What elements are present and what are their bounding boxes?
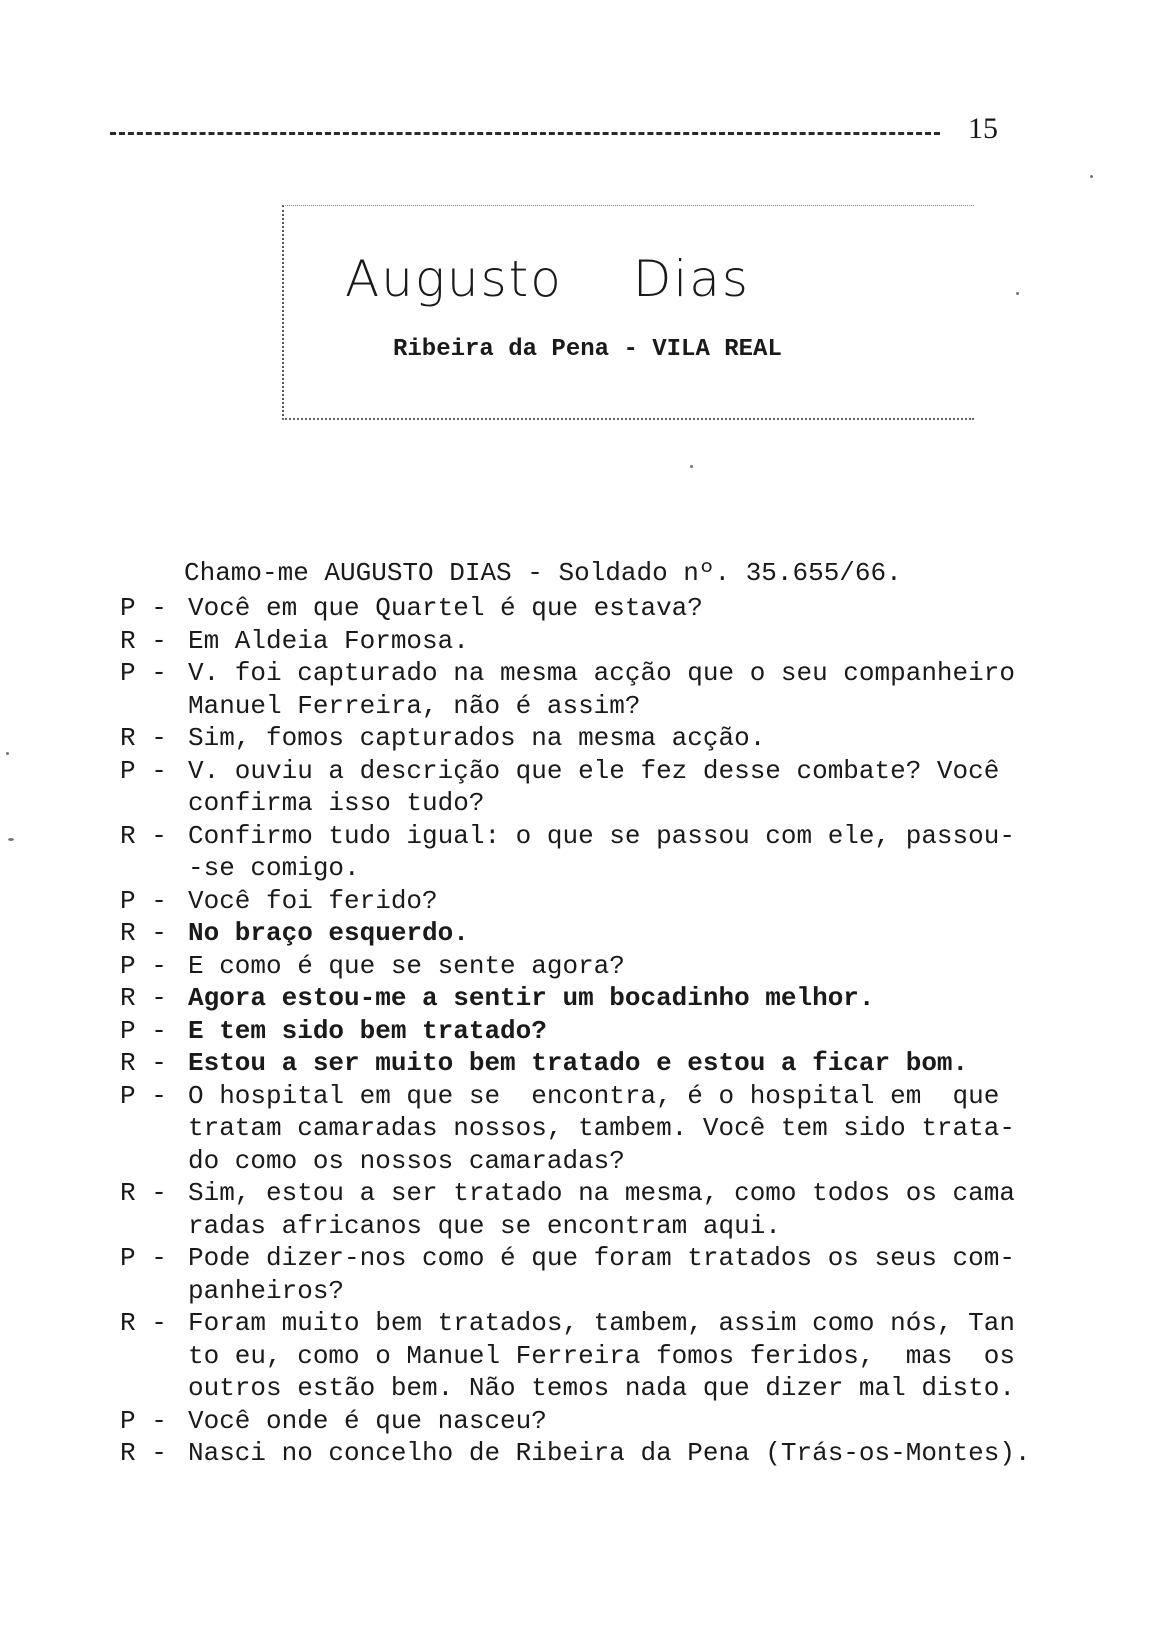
page-number: 15	[968, 112, 998, 145]
dialogue-text: Sim, fomos capturados na mesma acção.	[188, 723, 766, 753]
speaker-label: R -	[120, 983, 167, 1013]
dialogue-line	[120, 917, 1040, 950]
dialogue-text: confirma isso tudo?	[188, 788, 485, 818]
dialogue-line	[120, 950, 1040, 983]
intro-line: Chamo-me AUGUSTO DIAS - Soldado nº. 35.655/66.	[184, 558, 902, 588]
name-box	[282, 205, 974, 420]
dialogue-continuation	[120, 1372, 1040, 1405]
dialogue-continuation	[120, 1210, 1040, 1243]
scan-speck	[1016, 292, 1019, 295]
dialogue-text: -se comigo.	[188, 853, 360, 883]
name-first: Augusto	[345, 250, 563, 308]
dialogue-text: Você foi ferido?	[188, 885, 438, 916]
dialogue-text: Agora estou-me a sentir um bocadinho melhor.	[188, 983, 875, 1013]
speaker-label: P -	[120, 1015, 167, 1046]
dialogue-text: Confirmo tudo igual: o que se passou com ele, passou-	[188, 820, 1015, 851]
scan-speck	[8, 838, 14, 841]
speaker-label: R -	[120, 1308, 167, 1338]
dialogue-line	[120, 657, 1040, 690]
dialogue-text: E tem sido bem tratado?	[188, 1015, 547, 1046]
header-rule	[110, 132, 940, 135]
dialogue-text: Você onde é que nasceu?	[188, 1405, 547, 1436]
speaker-label: R -	[120, 1048, 167, 1078]
dialogue-line	[120, 1015, 1040, 1048]
dialogue-text: Você em que Quartel é que estava?	[188, 593, 703, 623]
scan-speck	[1090, 175, 1093, 178]
interviewee-location: Ribeira da Pena - VILA REAL	[393, 336, 782, 363]
dialogue-continuation	[120, 1340, 1040, 1373]
scan-speck	[6, 752, 9, 755]
dialogue-line	[120, 1047, 1040, 1080]
dialogue	[120, 592, 1040, 1470]
dialogue-continuation	[120, 787, 1040, 820]
speaker-label: P -	[120, 593, 167, 623]
dialogue-text: O hospital em que se encontra, é o hospital em que	[188, 1080, 1000, 1111]
dialogue-text: Estou a ser muito bem tratado e estou a ficar bom.	[188, 1048, 969, 1078]
dialogue-text: No braço esquerdo.	[188, 918, 469, 948]
dialogue-continuation	[120, 1275, 1040, 1308]
dialogue-line	[120, 1177, 1040, 1210]
speaker-label: R -	[120, 918, 167, 948]
speaker-label: R -	[120, 1438, 167, 1468]
dialogue-line	[120, 1437, 1040, 1470]
dialogue-continuation	[120, 690, 1040, 723]
dialogue-line	[120, 1242, 1040, 1275]
dialogue-line	[120, 755, 1040, 788]
name-last: Dias	[632, 250, 750, 308]
dialogue-text: E como é que se sente agora?	[188, 950, 625, 981]
speaker-label: P -	[120, 658, 167, 688]
dialogue-line	[120, 982, 1040, 1015]
dialogue-text: Em Aldeia Formosa.	[188, 625, 469, 656]
speaker-label: R -	[120, 723, 167, 753]
dialogue-line	[120, 1307, 1040, 1340]
dialogue-text: radas africanos que se encontram aqui.	[188, 1210, 781, 1241]
scan-speck	[690, 465, 693, 468]
dialogue-text: Sim, estou a ser tratado na mesma, como todos os cama	[188, 1178, 1015, 1208]
interviewee-name	[345, 250, 750, 308]
speaker-label: P -	[120, 1405, 167, 1436]
speaker-label: R -	[120, 1178, 167, 1208]
dialogue-text: panheiros?	[188, 1275, 345, 1306]
speaker-label: R -	[120, 625, 167, 656]
speaker-label: P -	[120, 1080, 167, 1111]
dialogue-text: Pode dizer-nos como é que foram tratados os seus com-	[188, 1243, 1015, 1273]
dialogue-text: Manuel Ferreira, não é assim?	[188, 690, 641, 721]
dialogue-continuation	[120, 1145, 1040, 1178]
dialogue-text: Foram muito bem tratados, tambem, assim como nós, Tan	[188, 1308, 1015, 1338]
dialogue-line	[120, 625, 1040, 658]
dialogue-text: tratam camaradas nossos, tambem. Você tem sido trata-	[188, 1113, 1015, 1143]
speaker-label: P -	[120, 885, 167, 916]
dialogue-text: Nasci no concelho de Ribeira da Pena (Trás-os-Montes).	[188, 1438, 1031, 1468]
dialogue-line	[120, 820, 1040, 853]
dialogue-text: V. foi capturado na mesma acção que o seu companheiro	[188, 658, 1015, 688]
dialogue-line	[120, 885, 1040, 918]
dialogue-line	[120, 722, 1040, 755]
dialogue-continuation	[120, 1112, 1040, 1145]
dialogue-text: do como os nossos camaradas?	[188, 1145, 625, 1176]
dialogue-text: outros estão bem. Não temos nada que dizer mal disto.	[188, 1373, 1015, 1403]
dialogue-text: V. ouviu a descrição que ele fez desse combate? Você	[188, 755, 1000, 786]
speaker-label: P -	[120, 755, 167, 786]
dialogue-line	[120, 1080, 1040, 1113]
dialogue-line	[120, 1405, 1040, 1438]
speaker-label: R -	[120, 820, 167, 851]
dialogue-text: to eu, como o Manuel Ferreira fomos feridos, mas os	[188, 1340, 1015, 1371]
speaker-label: P -	[120, 950, 167, 981]
speaker-label: P -	[120, 1243, 167, 1273]
dialogue-line	[120, 592, 1040, 625]
dialogue-continuation	[120, 852, 1040, 885]
